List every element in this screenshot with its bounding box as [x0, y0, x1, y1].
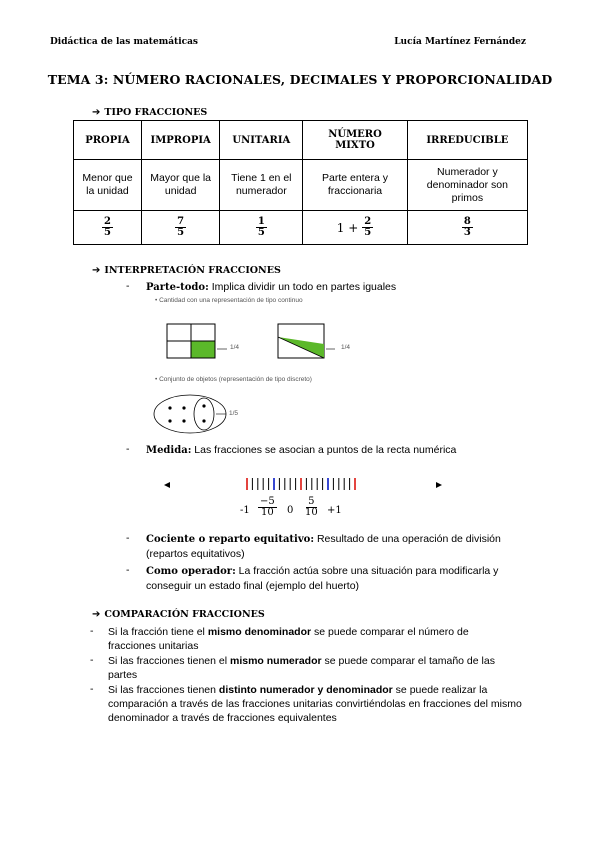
- bullet-dash: -: [126, 564, 130, 576]
- label-plus-one: +1: [327, 505, 342, 516]
- label-zero: 0: [287, 505, 294, 516]
- discrete-bullet: • Conjunto de objetos (representación de tipo discreto): [155, 376, 312, 383]
- example-propia: $\frac{2}{5}$: [74, 211, 142, 245]
- section-tipo-heading: ➔ TIPO FRACCIONES: [92, 107, 208, 118]
- fig1-label: 1/4: [230, 344, 240, 351]
- col-propia: PROPIA: [74, 121, 142, 160]
- example-unitaria: $\frac{1}{5}$: [220, 211, 303, 245]
- comparacion-item-1: Si la fracción tiene el mismo denominador se puede comparar el número de fracciones unitarias: [108, 626, 469, 652]
- medida-item: Medida: Las fracciones se asocian a puntos de la recta numérica: [146, 444, 457, 456]
- fig2-label: 1/4: [341, 344, 351, 351]
- header-left: Didáctica de las matemáticas: [50, 37, 198, 47]
- continuous-figures: [165, 322, 365, 362]
- col-irreducible: IRREDUCIBLE: [407, 121, 527, 160]
- number-line: [160, 474, 450, 496]
- col-mixto: NÚMERO MIXTO: [303, 121, 407, 160]
- bullet-dash: -: [126, 280, 130, 292]
- col-unitaria: UNITARIA: [220, 121, 303, 160]
- bullet-dash: -: [126, 532, 130, 544]
- desc-impropia: Mayor que la unidad: [141, 160, 219, 211]
- arrow-icon: ➔: [92, 265, 101, 276]
- fraction-types-table: [73, 120, 528, 245]
- table-row: [74, 211, 528, 245]
- label-pos-half: $\frac{5}{10}$: [305, 496, 318, 518]
- parte-todo-item: Parte-todo: Implica dividir un todo en partes iguales: [146, 281, 397, 293]
- table-header-row: [74, 121, 528, 160]
- example-impropia: $\frac{7}{5}$: [141, 211, 219, 245]
- label-minus-one: -1: [240, 505, 250, 516]
- table-row: [74, 160, 528, 211]
- desc-unitaria: Tiene 1 en el numerador: [220, 160, 303, 211]
- desc-irreducible: Numerador y denominador son primos: [407, 160, 527, 211]
- desc-propia: Menor que la unidad: [74, 160, 142, 211]
- example-irreducible: $\frac{8}{3}$: [407, 211, 527, 245]
- cociente-item: Cociente o reparto equitativo: Resultado de una operación de división (repartos equitativos): [146, 533, 501, 560]
- col-impropia: IMPROPIA: [141, 121, 219, 160]
- comparacion-item-2: Si las fracciones tienen el mismo numerador se puede comparar el tamaño de las partes: [108, 655, 495, 681]
- right-arrow-icon: [436, 482, 442, 488]
- operador-item: Como operador: La fracción actúa sobre una situación para modificarla y conseguir un estado final (ejemplo del huerto): [146, 565, 499, 592]
- fig3-label: 1/5: [229, 410, 239, 417]
- bullet-dash: -: [90, 625, 94, 637]
- section-comparacion-heading: ➔ COMPARACIÓN FRACCIONES: [92, 609, 265, 620]
- section-interpretacion-heading: ➔ INTERPRETACIÓN FRACCIONES: [92, 265, 281, 276]
- arrow-icon: ➔: [92, 609, 101, 620]
- page-title: TEMA 3: NÚMERO RACIONALES, DECIMALES Y PROPORCIONALIDAD: [47, 72, 553, 87]
- bullet-dash: -: [126, 443, 130, 455]
- bullet-dash: -: [90, 654, 94, 666]
- discrete-set-figure: [150, 392, 260, 436]
- example-mixto: 1 + $\frac{2}{5}$: [303, 211, 407, 245]
- bullet-dash: -: [90, 683, 94, 695]
- left-arrow-icon: [164, 482, 170, 488]
- label-neg-half: $\frac{-5}{10}$: [260, 496, 275, 518]
- desc-mixto: Parte entera y fraccionaria: [303, 160, 407, 211]
- continuous-bullet: • Cantidad con una representación de tipo continuo: [155, 297, 303, 304]
- header-right: Lucía Martínez Fernández: [394, 37, 526, 47]
- arrow-icon: ➔: [92, 107, 101, 118]
- comparacion-item-3: Si las fracciones tienen distinto numerador y denominador se puede realizar la comparación a través de las fracciones unitarias convirtiéndolas en fracciones del mismo denominador a través de fracciones equivalentes: [108, 684, 522, 724]
